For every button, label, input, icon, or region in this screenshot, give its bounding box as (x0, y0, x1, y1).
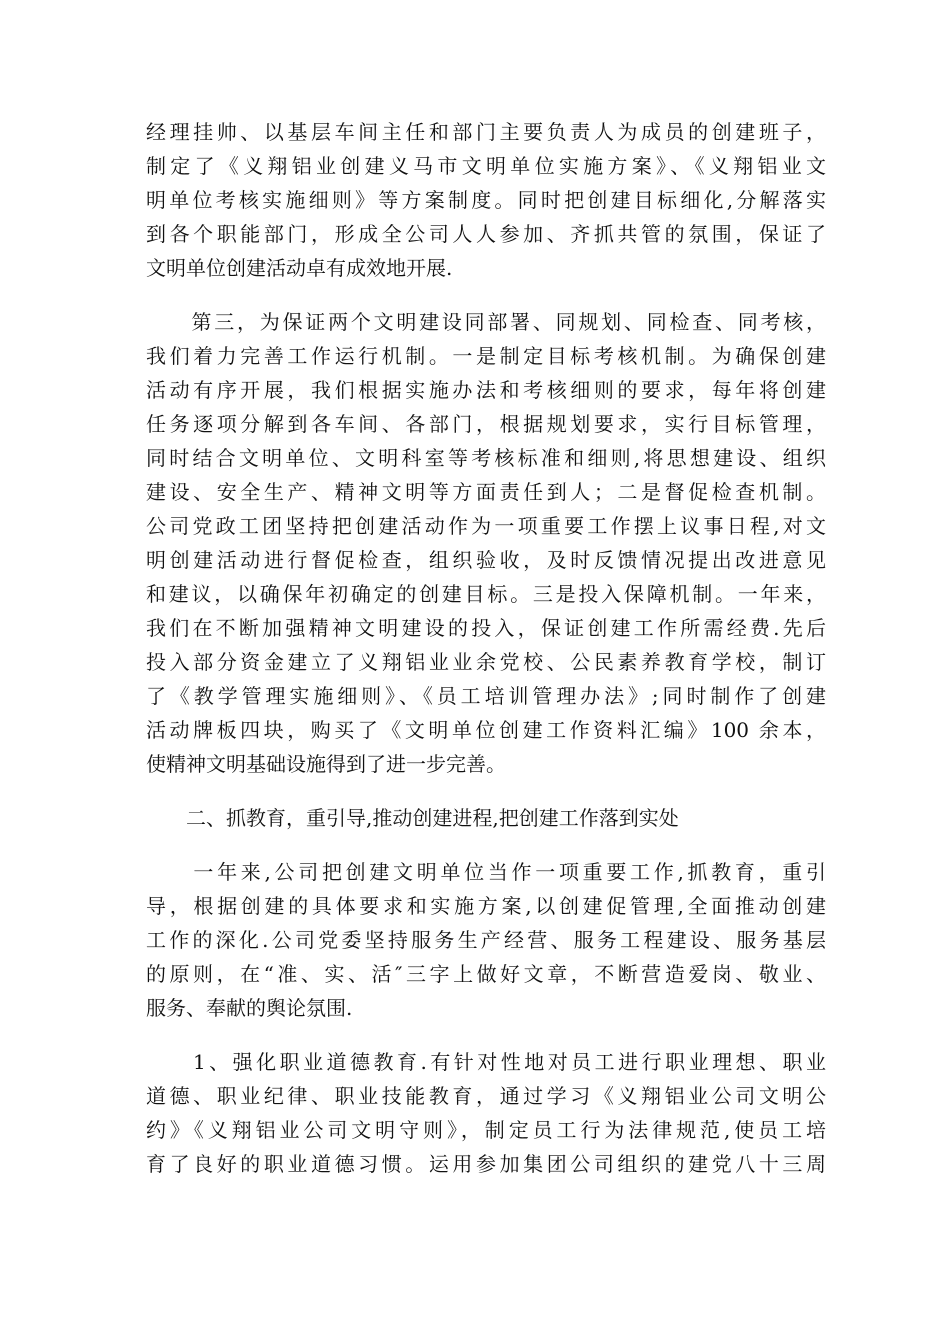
text-line: 我们在不断加强精神文明建设的投入，保证创建工作所需经费.先后 (146, 616, 826, 640)
text-line: 我们着力完善工作运行机制。一是制定目标考核机制。为确保创建 (146, 344, 826, 368)
section-heading: 二、抓教育，重引导,推动创建进程,把创建工作落到实处 (146, 806, 679, 830)
text-line: 和建议，以确保年初确定的创建目标。三是投入保障机制。一年来， (146, 582, 826, 606)
text-line: 导，根据创建的具体要求和实施方案,以创建促管理,全面推动创建 (146, 894, 826, 918)
text-line: 明创建活动进行督促检查，组织验收，及时反馈情况提出改进意见 (146, 548, 826, 572)
text-line: 活动牌板四块，购买了《文明单位创建工作资料汇编》100 余本， (146, 718, 826, 742)
text-line: 育了良好的职业道德习惯。运用参加集团公司组织的建党八十三周 (146, 1152, 826, 1176)
text-line: 任务逐项分解到各车间、各部门，根据规划要求，实行目标管理， (146, 412, 826, 436)
text-line: 约》《义翔铝业公司文明守则》，制定员工行为法律规范,使员工培 (146, 1118, 826, 1142)
text-line: 了《教学管理实施细则》、《员工培训管理办法》;同时制作了创建 (146, 684, 826, 708)
text-line: 一年来,公司把创建文明单位当作一项重要工作,抓教育，重引 (146, 860, 826, 884)
text-line: 建设、安全生产、精神文明等方面责任到人；二是督促检查机制。 (146, 480, 826, 504)
text-line: 文明单位创建活动卓有成效地开展. (146, 256, 453, 280)
text-line: 明单位考核实施细则》等方案制度。同时把创建目标细化,分解落实 (146, 188, 826, 212)
text-line: 道德、职业纪律、职业技能教育，通过学习《义翔铝业公司文明公 (146, 1084, 826, 1108)
text-line: 使精神文明基础设施得到了进一步完善。 (146, 752, 506, 776)
text-line: 第三，为保证两个文明建设同部署、同规划、同检查、同考核， (146, 310, 826, 334)
text-line: 活动有序开展，我们根据实施办法和考核细则的要求，每年将创建 (146, 378, 826, 402)
text-line: 服务、奉献的舆论氛围. (146, 996, 353, 1020)
text-line: 工作的深化.公司党委坚持服务生产经营、服务工程建设、服务基层 (146, 928, 826, 952)
text-line: 1、强化职业道德教育.有针对性地对员工进行职业理想、职业 (146, 1050, 826, 1074)
text-line: 到各个职能部门，形成全公司人人参加、齐抓共管的氛围，保证了 (146, 222, 826, 246)
text-line: 公司党政工团坚持把创建活动作为一项重要工作摆上议事日程,对文 (146, 514, 826, 538)
text-line: 投入部分资金建立了义翔铝业业余党校、公民素养教育学校，制订 (146, 650, 826, 674)
text-line: 同时结合文明单位、文明科室等考核标准和细则,将思想建设、组织 (146, 446, 826, 470)
text-line: 经理挂帅、以基层车间主任和部门主要负责人为成员的创建班子， (146, 120, 826, 144)
text-line: 制定了《义翔铝业创建义马市文明单位实施方案》、《义翔铝业文 (146, 154, 826, 178)
text-line: 的原则，在“准、实、活″三字上做好文章，不断营造爱岗、敬业、 (146, 962, 826, 986)
